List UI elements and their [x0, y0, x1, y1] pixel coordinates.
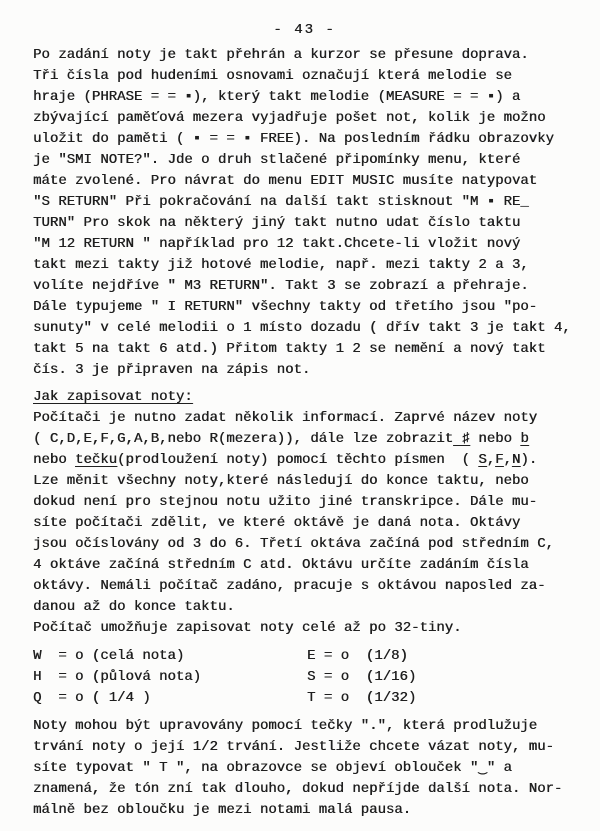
note-right-cell: S = o (1/16): [307, 669, 417, 685]
text-line: danou až do konce taktu.: [33, 599, 235, 615]
text-line: "S RETURN" Při pokračování na další takt stisknout "M ▪ RE_: [33, 194, 529, 210]
text-line: znamená, že tón zní tak dlouho, dokud nepříjde další nota. Nor-: [33, 781, 563, 797]
paragraph-intro: [33, 45, 576, 381]
note-right-cell: T = o (1/32): [307, 690, 417, 706]
note-table-row: [33, 667, 576, 688]
text-line: máte zvolené. Pro návrat do menu EDIT MUSIC musíte natypovat: [33, 173, 538, 189]
note-right-cell: E = o (1/8): [307, 648, 408, 664]
note-table-row: [33, 646, 576, 667]
text-line: oktávy. Nemáli počítač zadáno, pracuje s oktávou naposled za-: [33, 578, 546, 594]
text-line: TURN" Pro skok na některý jiný takt nutno udat číslo taktu: [33, 215, 521, 231]
text-line: síte typovat " T ", na obrazovce se objeví oblouček "‿" a: [33, 760, 512, 776]
text-line: hraje (PHRASE = = ▪), který takt melodie (MEASURE = = ▪) a: [33, 89, 521, 105]
text-line: takt 5 na takt 6 atd.) Přitom takty 1 2 se nemění a nový takt: [33, 341, 546, 357]
note-table-row: [33, 688, 576, 709]
text-line: čís. 3 je připraven na zápis not.: [33, 362, 311, 378]
text-line: takt mezi takty již hotové melodie, např. mezi takty 2 a 3,: [33, 257, 529, 273]
text-line: dokud není pro stejnou notu užito jiné transkripce. Dále mu-: [33, 494, 538, 510]
text-line: Noty mohou být upravovány pomocí tečky ".", která prodlužuje: [33, 718, 538, 734]
text-line: sunuty" v celé melodii o 1 místo dozadu ( dřív takt 3 je takt 4,: [33, 320, 571, 336]
paragraph-dots-and-ties: [33, 716, 576, 821]
text-line: zbývající paměťová mezera vyjadřuje pošet not, kolik je možno: [33, 110, 546, 126]
text-line: "M 12 RETURN " například pro 12 takt.Chcete-li vložit nový: [33, 236, 521, 252]
text-line: ( C,D,E,F,G,A,B,nebo R(mezera)), dále lze zobrazit ♯ nebo b: [33, 431, 529, 447]
text-line: trvání noty o její 1/2 trvání. Jestliže chcete vázat noty, mu-: [33, 739, 554, 755]
text-line: Tři čísla pod hudeními osnovami označují která melodie se: [33, 68, 512, 84]
text-line: Počítač umožňuje zapisovat noty celé až po 32-tiny.: [33, 620, 462, 636]
text-line: síte počítači zdělit, ve které oktávě je daná nota. Oktávy: [33, 515, 521, 531]
note-values-table: [33, 646, 576, 709]
text-line: nebo tečku(prodloužení noty) pomocí těchto písmen ( S,F,N).: [33, 452, 538, 468]
text-line: je "SMI NOTE?". Jde o druh stlačené připomínky menu, které: [33, 152, 521, 168]
text-line: Dále typujeme " I RETURN" všechny takty od třetího jsou "po-: [33, 299, 538, 315]
note-left-cell: W = o (celá nota): [33, 648, 185, 664]
text-line: Počítači je nutno zadat několik informací. Zaprvé název noty: [33, 410, 538, 426]
text-line: málně bez obloučku je mezi notami malá pausa.: [33, 802, 412, 818]
text-line: volíte nejdříve " M3 RETURN". Takt 3 se zobrazí a přehraje.: [33, 278, 529, 294]
note-left-cell: H = o (půlová nota): [33, 669, 202, 685]
text-line: uložit do paměti ( ▪ = = ▪ FREE). Na posledním řádku obrazovky: [33, 131, 554, 147]
text-line: Lze měnit všechny noty,které následují do konce taktu, nebo: [33, 473, 529, 489]
text-line: Po zadání noty je takt přehrán a kurzor se přesune doprava.: [33, 47, 529, 63]
paragraph-how-to-write-notes: [33, 408, 576, 639]
text-line: 4 oktáve začíná středním C atd. Oktávu určíte zadáním čísla: [33, 557, 529, 573]
section-heading: Jak zapisovat noty:: [33, 389, 193, 405]
text-line: jsou očíslovány od 3 do 6. Třetí oktáva začíná pod středním C,: [33, 536, 554, 552]
note-left-cell: Q = o ( 1/4 ): [33, 690, 151, 706]
page-number: - 43 -: [273, 22, 336, 38]
